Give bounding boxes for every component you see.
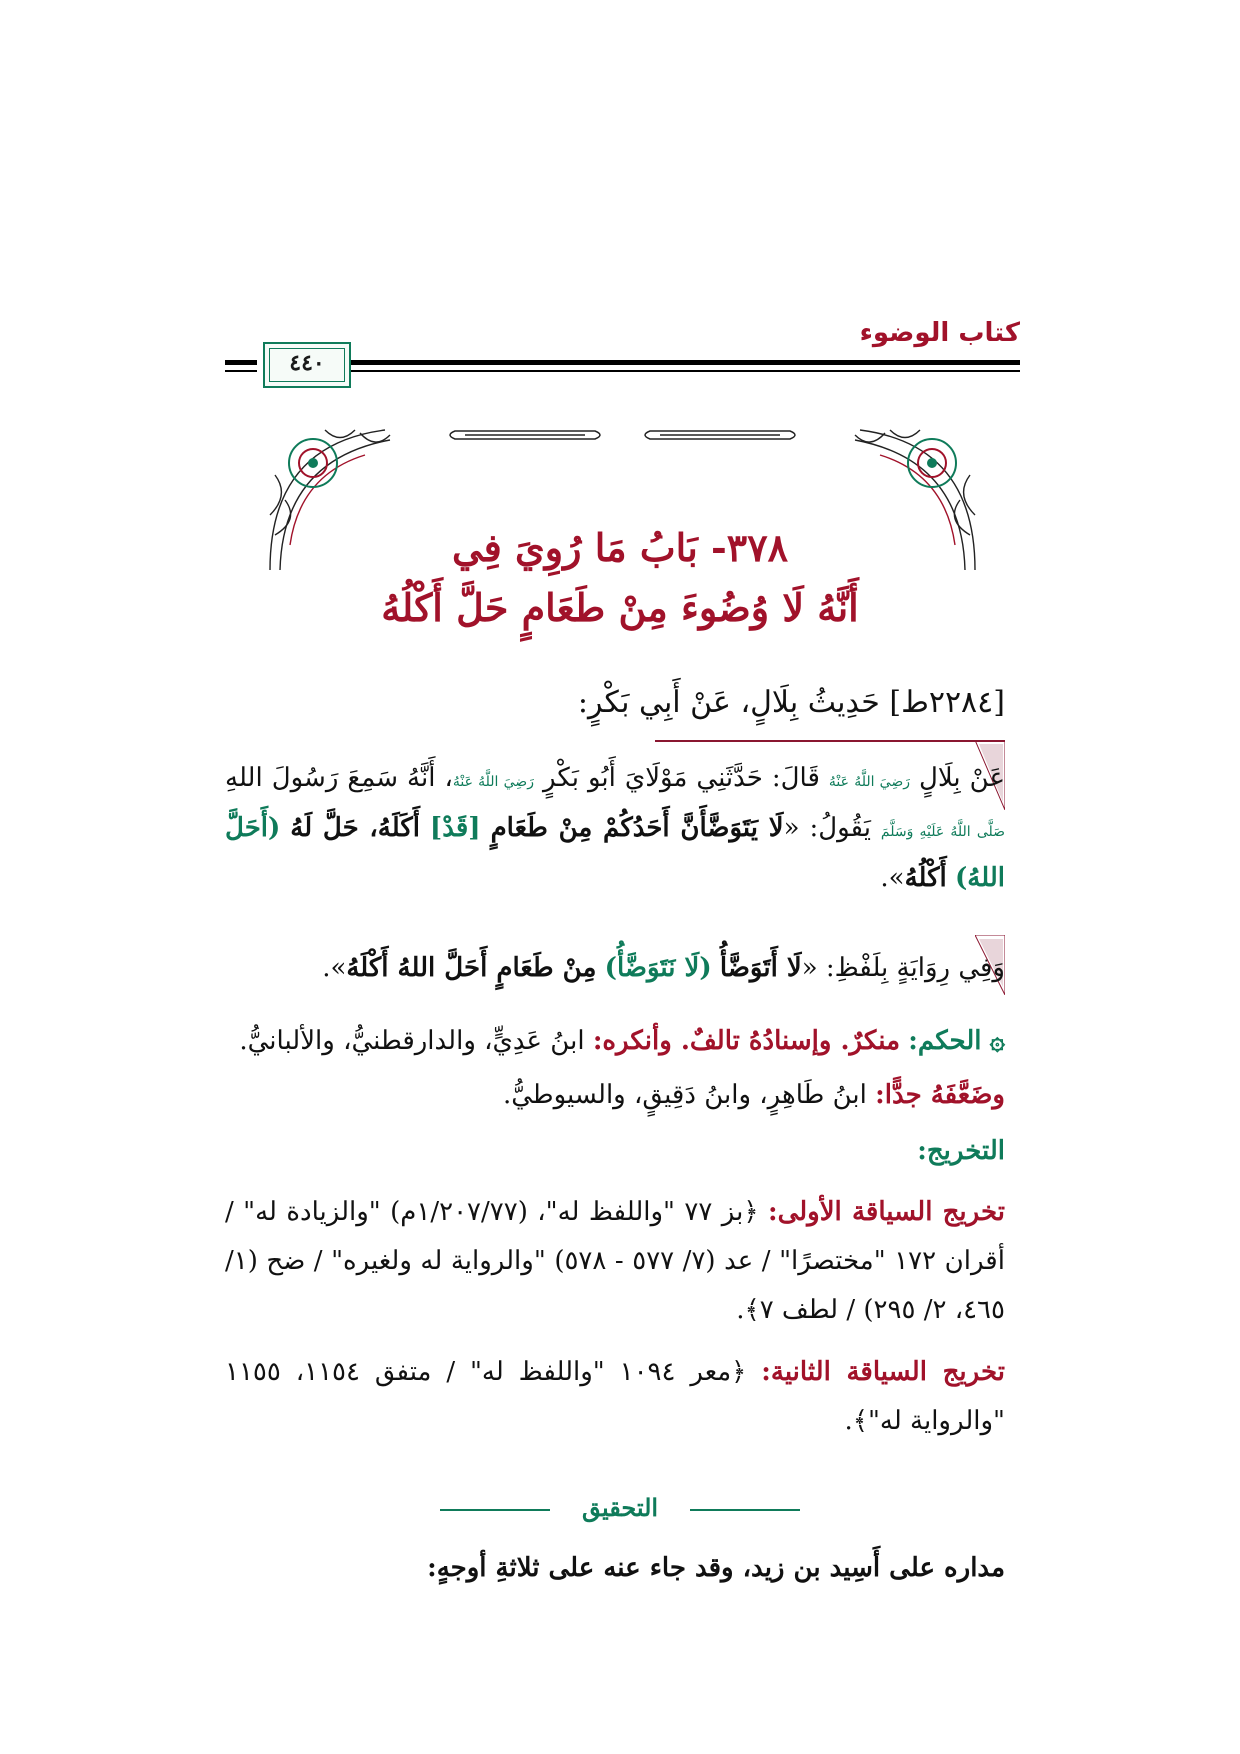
daafahu-label: وضَعَّفَهُ جدًّا: — [875, 1080, 1005, 1110]
takhrij-second-text: ﴿معر ١٠٩٤ "واللفظ له" / متفق ١١٥٤، ١١٥٥ "والرواية له"﴾. — [225, 1357, 1005, 1436]
page-header — [225, 318, 1020, 388]
heading-underline — [655, 740, 1005, 742]
radiya-honorific: رَضِيَ اللَّهُ عَنْهُ — [828, 774, 911, 790]
hadith-heading — [578, 685, 1005, 720]
matn-quote: لَا يَتَوَضَّأَنَّ أَحَدُكُمْ مِنْ طَعَامٍ — [490, 813, 784, 843]
hukm-paragraph — [225, 1018, 1005, 1064]
riwaya-intro: وَفِي رِوَايَةٍ بِلَفْظِ: « — [801, 953, 1005, 983]
tahqiq-paragraph — [225, 1545, 1005, 1591]
matn-akluhu: أَكْلُهُ — [904, 863, 947, 893]
takhrij-first-label: تخريج السياقة الأولى: — [767, 1197, 1006, 1227]
hadith-number: [٢٢٨٤ط] — [889, 685, 1005, 720]
hadith-heading-title: حَدِيثُ بِلَالٍ، عَنْ أَبِي بَكْرٍ: — [577, 685, 880, 720]
riwaya-quote-2: (لَا نَتَوَضَّأُ) — [604, 953, 712, 983]
header-rule-left — [225, 360, 257, 365]
matn-yaqul: يَقُولُ: « — [783, 813, 871, 843]
hukm-verdict: منكرٌ. وإسنادُهُ تالفٌ. وأنكره: — [592, 1026, 901, 1056]
riwaya-quote-1: لَا أَتَوَضَّأُ — [719, 953, 802, 983]
tahqiq-separator — [440, 1495, 800, 1525]
takhrij-heading: التخريج: — [917, 1136, 1005, 1166]
book-title: كتاب الوضوء — [859, 318, 1020, 348]
matn-close: ». — [880, 863, 905, 893]
chapter-title-line-2: أَنَّهُ لَا وُضُوءَ مِنْ طَعَامٍ حَلَّ أَكْلُهُ — [381, 585, 859, 630]
header-rule — [350, 360, 1020, 365]
matn-ahalla: (أَحَلَّ اللهُ) — [225, 813, 1005, 893]
chapter-title-line-1: ٣٧٨- بَابُ مَا رُوِيَ فِي — [451, 525, 789, 570]
tahqiq-text: مداره على أَسِيد بن زيد، وقد جاء عنه على ثلاثةِ أوجهٍ: — [427, 1553, 1005, 1583]
salla-honorific: صَلَّى اللَّهُ عَلَيْهِ وَسَلَّمَ — [880, 824, 1006, 840]
page-number-frame — [263, 342, 351, 388]
riwaya-close: ». — [322, 953, 347, 983]
hukm-names: ابنُ عَدِيٍّ، والدارقطنيُّ، والألبانيُّ. — [239, 1026, 585, 1056]
riwaya-paragraph — [225, 945, 1005, 991]
header-rule-thin — [350, 370, 1020, 372]
daafahu-paragraph — [400, 1072, 1005, 1118]
matn-qad: [قَدْ] — [429, 813, 481, 843]
daafahu-names: ابنُ طَاهِرٍ، وابنُ دَقِيقٍ، والسيوطيُّ. — [502, 1080, 867, 1110]
takhrij-second-label: تخريج السياقة الثانية: — [761, 1357, 1005, 1387]
takhrij-first-paragraph — [225, 1188, 1005, 1335]
page-number: ٤٤٠ — [289, 350, 325, 376]
matn-quote-rest: أَكَلَهُ، حَلَّ لَهُ — [290, 813, 420, 843]
radiya-honorific-2: رَضِيَ اللَّهُ عَنْهُ — [452, 774, 534, 790]
top-bar-ornament-icon — [450, 431, 795, 439]
matn-qala: قَالَ: حَدَّثَنِي مَوْلَايَ أَبُو بَكْرٍ — [542, 763, 820, 793]
hukm-icon: ۞ — [989, 1026, 1005, 1056]
matn-paragraph — [225, 755, 1005, 901]
matn-intro: عَنْ بِلَالٍ — [919, 763, 1005, 793]
hukm-label: الحكم: — [908, 1026, 982, 1056]
matn-samia: ، أَنَّهُ سَمِعَ رَسُولَ اللهِ — [225, 763, 453, 793]
takhrij-first-text: ﴿بز ٧٧ "واللفظ له"، (١/٢٠٧/٧٧م) "والزيادة له" / أقران ١٧٢ "مختصرًا" / عد (٧/ ٥٧٧ - ٥٧٨) "والرواية له ولغيره" / ضح (١/ ٤٦٥، ٢/ ٢٩٥) / لطف ٧﴾. — [225, 1197, 1005, 1325]
header-rule-left-thin — [225, 370, 257, 372]
tahqiq-heading: التحقيق — [581, 1493, 659, 1522]
riwaya-quote-3: مِنْ طَعَامٍ أَحَلَّ اللهُ أَكْلَهُ — [346, 953, 597, 983]
takhrij-heading-block — [700, 1128, 1005, 1174]
takhrij-second-paragraph — [225, 1348, 1005, 1446]
